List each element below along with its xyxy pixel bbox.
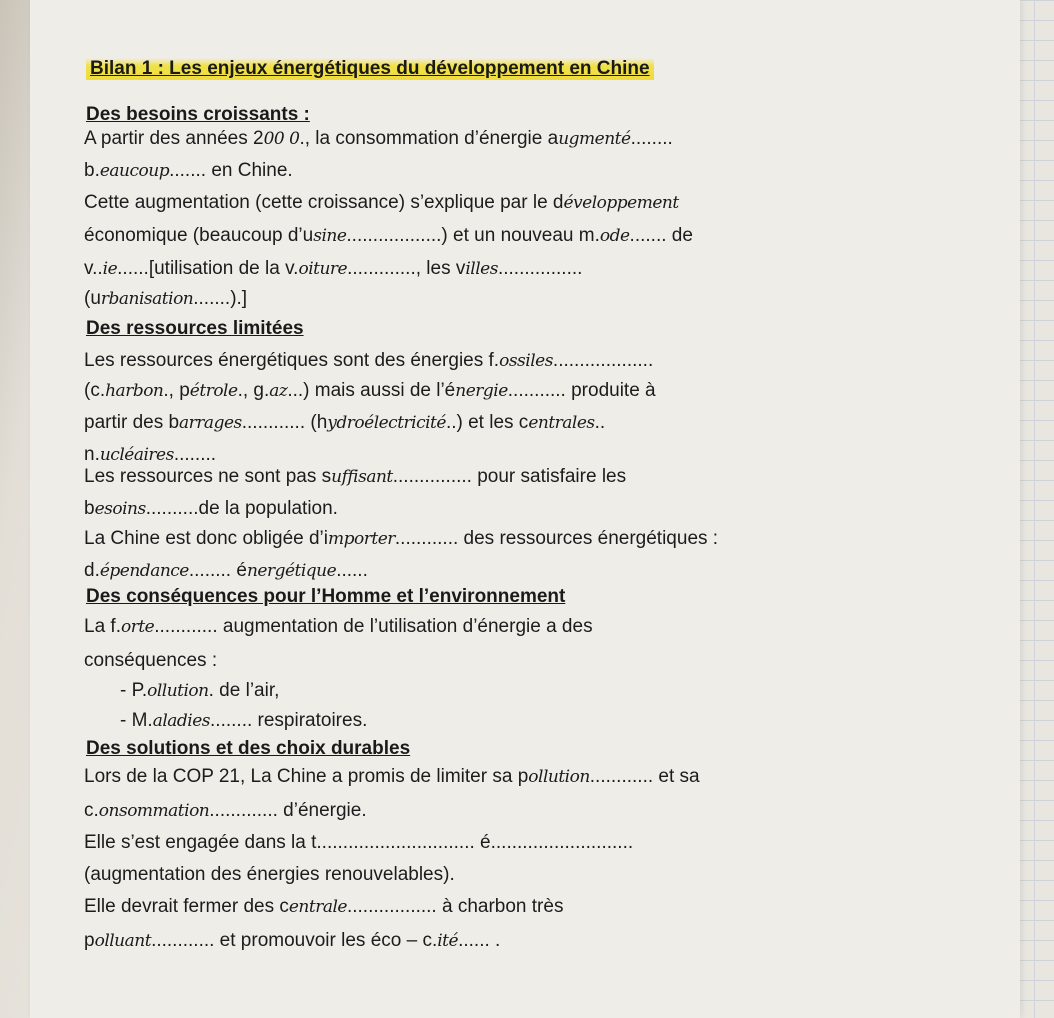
printed-text: ......[utilisation de la v. xyxy=(117,258,299,279)
printed-text: b xyxy=(84,498,95,519)
printed-text: partir des b xyxy=(84,412,180,433)
handwritten-answer: eaucoup xyxy=(99,161,170,181)
besoins-line-1 xyxy=(84,128,673,150)
handwritten-answer: onsommation xyxy=(98,801,210,821)
printed-text: ....... en Chine. xyxy=(169,160,293,181)
handwritten-answer: ucléaires xyxy=(99,445,174,465)
printed-text: Lors de la COP 21, La Chine a promis de limiter sa p xyxy=(84,766,529,787)
printed-text: ............... pour satisfaire les xyxy=(392,466,627,487)
document-title: Bilan 1 : Les enjeux énergétiques du développement en Chine xyxy=(86,58,654,80)
printed-text: ...... . xyxy=(458,930,501,951)
handwritten-answer: nergétique xyxy=(246,561,337,581)
printed-text: ........... produite à xyxy=(507,380,656,401)
printed-text: ..........de la population. xyxy=(145,498,338,519)
besoins-line-2 xyxy=(84,160,293,182)
handwritten-answer: mporter xyxy=(328,529,395,549)
handwritten-answer: oiture xyxy=(298,259,348,279)
printed-text: ...) mais aussi de l’é xyxy=(287,380,456,401)
printed-text: - M. xyxy=(120,710,153,731)
printed-text: ........ xyxy=(173,444,217,465)
handwritten-answer: esoins xyxy=(94,499,146,519)
ressources-line-5 xyxy=(84,466,626,488)
handwritten-answer: aladies xyxy=(152,711,211,731)
printed-text: ............ des ressources énergétiques : xyxy=(394,528,719,549)
ressources-line-7 xyxy=(84,528,718,550)
printed-text: ............. d’énergie. xyxy=(209,800,367,821)
consequences-bullet-1 xyxy=(120,680,279,702)
printed-text: Les ressources ne sont pas s xyxy=(84,466,332,487)
printed-text: d. xyxy=(84,560,100,581)
printed-text: ....... de xyxy=(629,225,693,246)
printed-text: - P. xyxy=(120,680,148,701)
solutions-line-6 xyxy=(84,930,500,952)
printed-text: Cette augmentation (cette croissance) s’explique par le d xyxy=(84,192,564,213)
handwritten-answer: entrale xyxy=(288,897,347,917)
handwritten-answer: ie xyxy=(102,259,118,279)
handwritten-answer: ollution xyxy=(528,767,590,787)
consequences-line-2: conséquences : xyxy=(84,650,218,671)
besoins-line-5 xyxy=(84,258,582,280)
handwritten-answer: rbanisation xyxy=(100,289,194,309)
printed-text: La Chine est donc obligée d’i xyxy=(84,528,329,549)
besoins-line-4 xyxy=(84,225,693,247)
ressources-line-2 xyxy=(84,380,656,402)
besoins-line-6 xyxy=(84,288,247,310)
printed-text: ........................... xyxy=(490,832,634,853)
printed-text: ., g. xyxy=(237,380,270,401)
printed-text: ............ augmentation de l’utilisation d’énergie a des xyxy=(154,616,593,637)
handwritten-answer: ollution xyxy=(147,681,209,701)
printed-text: .......).] xyxy=(193,288,248,309)
besoins-line-3 xyxy=(84,192,679,214)
handwritten-answer: sine xyxy=(313,226,347,246)
printed-text: La f. xyxy=(84,616,121,637)
printed-text: ..................) et un nouveau m. xyxy=(346,225,600,246)
printed-text: Elle devrait fermer des c xyxy=(84,896,289,917)
printed-text: n. xyxy=(84,444,100,465)
printed-text: b. xyxy=(84,160,100,181)
printed-text: A partir des années 2 xyxy=(84,128,264,149)
printed-text: ................ xyxy=(497,258,583,279)
handwritten-answer: az xyxy=(269,381,288,401)
printed-text: . de l’air, xyxy=(208,680,280,701)
printed-text: ............., les v xyxy=(347,258,466,279)
handwritten-answer: éveloppement xyxy=(563,193,679,213)
printed-text: p xyxy=(84,930,95,951)
handwritten-answer: nergie xyxy=(455,381,508,401)
handwritten-answer: arrages xyxy=(179,413,242,433)
solutions-line-3 xyxy=(84,832,633,854)
solutions-line-1 xyxy=(84,766,700,788)
handwritten-answer: étrole xyxy=(189,381,238,401)
handwritten-answer: harbon xyxy=(105,381,164,401)
printed-text: ............ (h xyxy=(241,412,328,433)
handwritten-answer: illes xyxy=(465,259,498,279)
heading-consequences: Des conséquences pour l’Homme et l’environnement xyxy=(86,586,566,607)
ressources-line-3 xyxy=(84,412,605,434)
heading-solutions: Des solutions et des choix durables xyxy=(86,738,411,759)
solutions-line-5 xyxy=(84,896,563,918)
printed-text: ................. à charbon très xyxy=(346,896,564,917)
printed-text: économique (beaucoup d’u xyxy=(84,225,314,246)
printed-text: ................... xyxy=(552,350,654,371)
printed-text: ...... xyxy=(336,560,368,581)
consequences-bullet-2 xyxy=(120,710,367,732)
printed-text: ........ é xyxy=(188,560,247,581)
handwritten-answer: orte xyxy=(120,617,155,637)
ressources-line-1 xyxy=(84,350,653,372)
printed-text: ........ respiratoires. xyxy=(210,710,368,731)
handwritten-answer: ité xyxy=(437,931,459,951)
heading-besoins: Des besoins croissants : xyxy=(86,104,310,125)
ressources-line-4 xyxy=(84,444,216,466)
handwritten-answer: olluant xyxy=(94,931,152,951)
handwritten-answer: uffisant xyxy=(331,467,393,487)
printed-text: ............ et sa xyxy=(589,766,700,787)
ressources-line-8 xyxy=(84,560,368,582)
printed-text: ., p xyxy=(163,380,190,401)
printed-text: ............ et promouvoir les éco – c. xyxy=(151,930,438,951)
consequences-line-1 xyxy=(84,616,593,638)
handwritten-answer: ode xyxy=(599,226,630,246)
handwritten-answer: 00 0 xyxy=(263,129,300,149)
printed-text: (c. xyxy=(84,380,106,401)
printed-text: v.. xyxy=(84,258,103,279)
printed-text: c. xyxy=(84,800,99,821)
solutions-line-4: (augmentation des énergies renouvelables). xyxy=(84,864,455,885)
handwritten-answer: épendance xyxy=(99,561,189,581)
printed-text: Les ressources énergétiques sont des énergies f. xyxy=(84,350,500,371)
solutions-line-2 xyxy=(84,800,367,822)
handwritten-answer: ossiles xyxy=(499,351,553,371)
ressources-line-6 xyxy=(84,498,338,520)
handwritten-answer: ugmenté xyxy=(558,129,631,149)
printed-text: ., la consommation d’énergie a xyxy=(299,128,559,149)
printed-text: .. xyxy=(594,412,606,433)
handwritten-answer: entrales xyxy=(528,413,595,433)
printed-text: ..) et les c xyxy=(445,412,529,433)
printed-text: ............................. é xyxy=(321,832,491,853)
heading-ressources: Des ressources limitées xyxy=(86,318,304,339)
printed-text: Elle s’est engagée dans la t. xyxy=(84,832,322,853)
handwritten-answer: ydroélectricité xyxy=(327,413,446,433)
printed-text: ........ xyxy=(630,128,673,149)
printed-text: (u xyxy=(84,288,101,309)
